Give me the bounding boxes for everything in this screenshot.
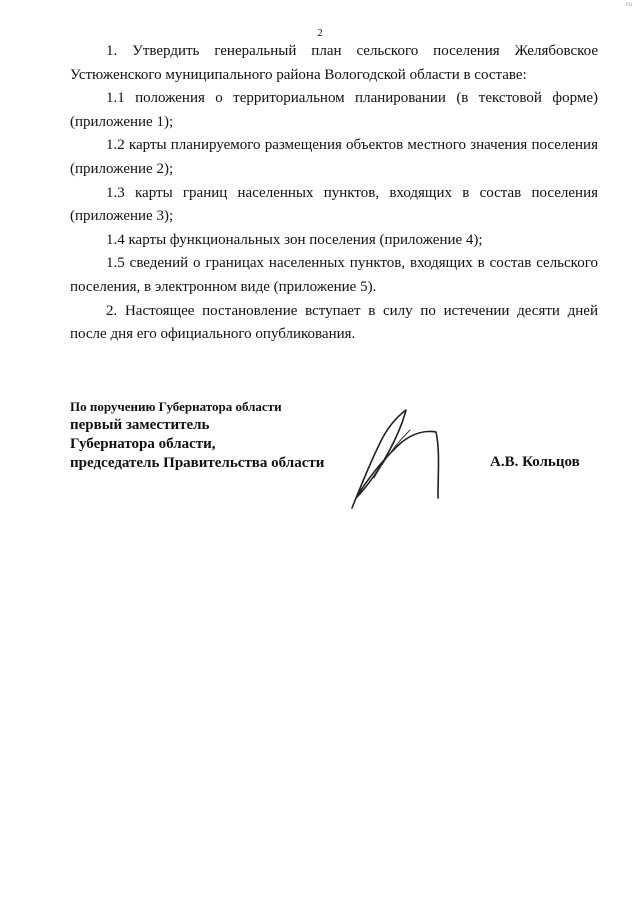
paragraph-1-5: 1.5 сведений о границах населенных пунктов, входящих в состав сельского поселения, в электронном виде (приложение 5). [70,255,598,295]
signatory-authority-line: По поручению Губернатора области [70,399,282,414]
signatory-title-line-3: председатель Правительства области [70,455,325,471]
paragraph-1: 1. Утвердить генеральный план сельского поселения Желябовское Устюженского муниципального района Вологодской области в составе: [70,43,598,83]
signatory-title-line-2: Губернатора области, [70,436,216,452]
paragraph-1-3: 1.3 карты границ населенных пунктов, входящих в состав поселения (приложение 3); [70,184,598,225]
signatory-title-line-1: первый заместитель [70,417,210,433]
page-number: 2 [317,27,323,39]
corner-mark: ru [626,0,632,8]
signatory-name: А.В. Кольцов [490,454,580,470]
paragraph-1-1: 1.1 положения о территориальном планировании (в текстовой форме) (приложение 1); [70,90,598,130]
document-body [70,40,598,347]
paragraph-1-4: 1.4 карты функциональных зон поселения (приложение 4); [106,231,483,248]
paragraph-2: 2. Настоящее постановление вступает в силу по истечении десяти дней после дня его официального опубликования. [70,302,598,343]
paragraph-1-2: 1.2 карты планируемого размещения объектов местного значения поселения (приложение 2); [70,137,598,177]
handwritten-signature [340,408,470,510]
